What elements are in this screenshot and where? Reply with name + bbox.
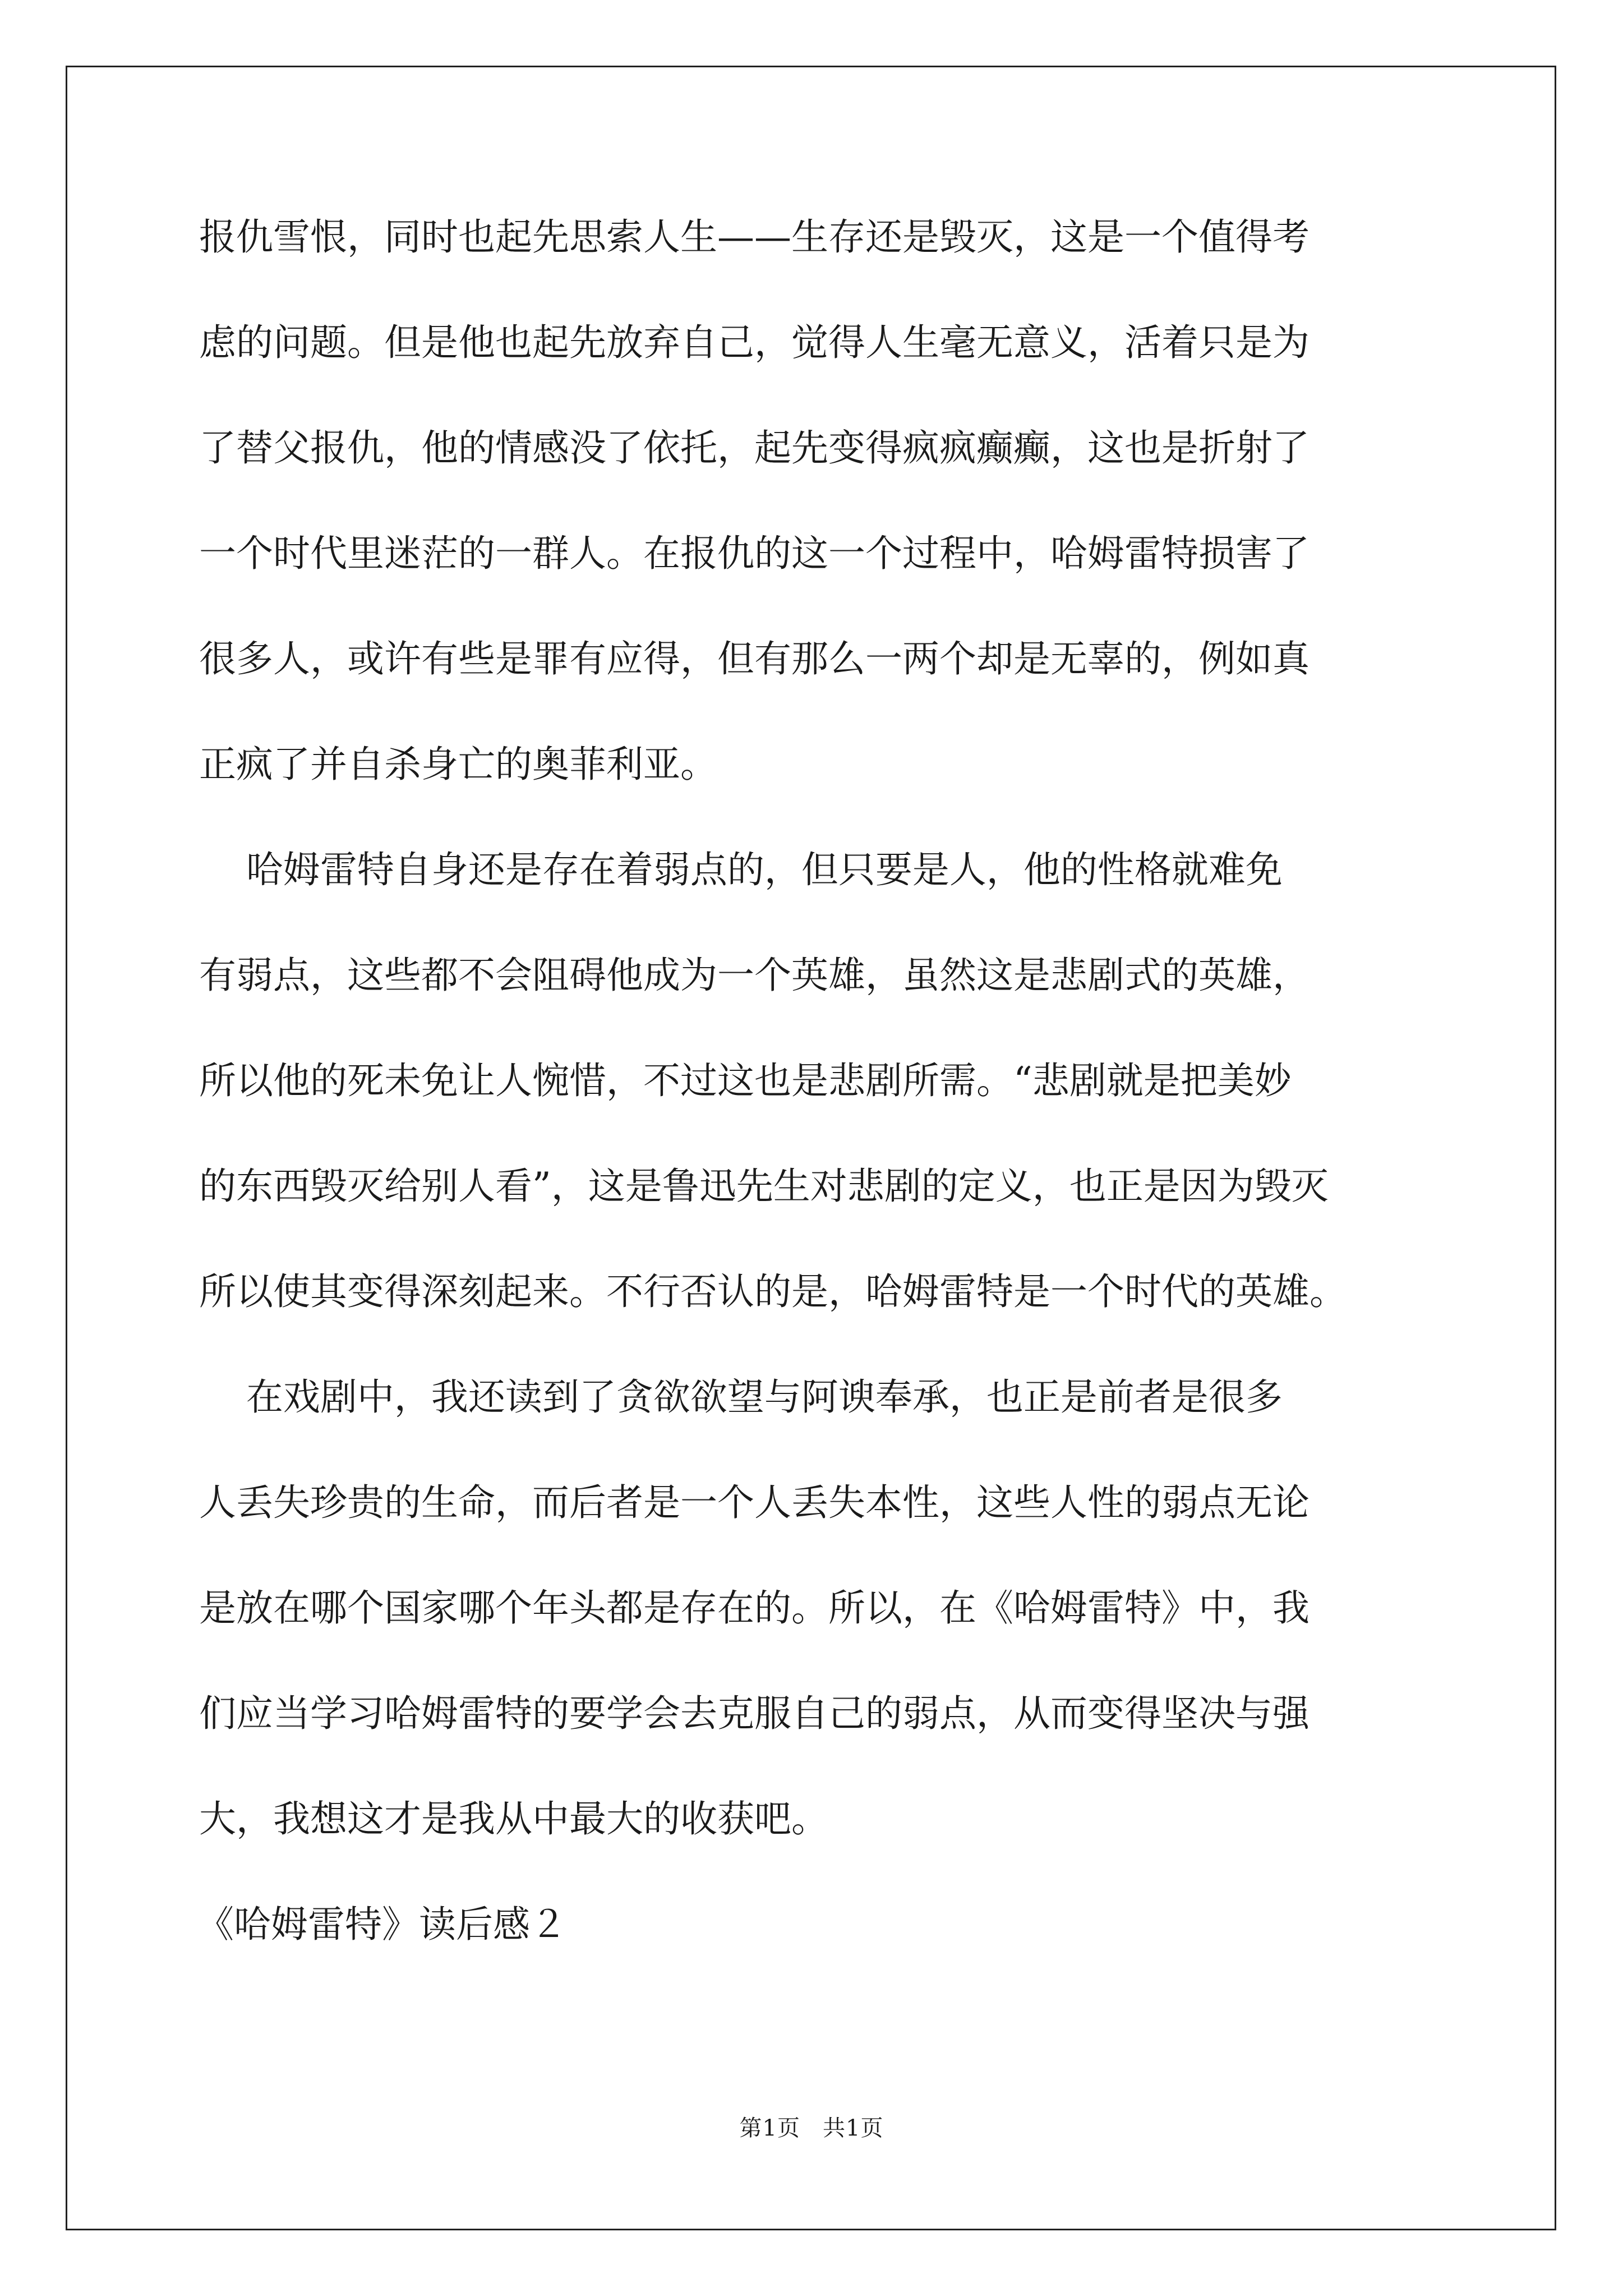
text-line: 人丢失珍贵的生命，而后者是一个人丢失本性，这些人性的弱点无论 [199, 1481, 1310, 1524]
text-line: 很多人，或许有些是罪有应得，但有那么一两个却是无辜的，例如真 [199, 637, 1310, 680]
document-body [199, 216, 1433, 1945]
paragraph-3 [199, 1376, 1433, 1903]
text-line: 虑的问题。但是他也起先放弃自己，觉得人生毫无意义，活着只是为 [199, 321, 1310, 364]
text-line: 在戏剧中，我还读到了贪欲欲望与阿谀奉承，也正是前者是很多 [199, 1375, 1283, 1419]
page-footer [0, 2114, 1623, 2142]
text-line: 的东西毁灭给别人看”，这是鲁迅先生对悲剧的定义，也正是因为毁灭 [199, 1165, 1329, 1208]
text-line: 们应当学习哈姆雷特的要学会去克服自己的弱点，从而变得坚决与强 [199, 1692, 1310, 1735]
text-line: 一个时代里迷茫的一群人。在报仇的这一个过程中，哈姆雷特损害了 [199, 532, 1310, 575]
text-line: 哈姆雷特自身还是存在着弱点的，但只要是人，他的性格就难免 [199, 848, 1283, 891]
text-line: 了替父报仇，他的情感没了依托，起先变得疯疯癫癫，这也是折射了 [199, 426, 1310, 470]
page-number-current: 第1页 [739, 2115, 800, 2141]
paragraph-1 [199, 216, 1433, 849]
paragraph-2 [199, 849, 1433, 1376]
text-line: 有弱点，这些都不会阻碍他成为一个英雄，虽然这是悲剧式的英雄， [199, 954, 1310, 997]
section-heading: 《哈姆雷特》读后感２ [197, 1903, 567, 1946]
text-line: 所以他的死未免让人惋惜，不过这也是悲剧所需。“悲剧就是把美妙 [199, 1059, 1292, 1102]
page-number-total: 共1页 [823, 2115, 884, 2141]
text-line: 报仇雪恨，同时也起先思索人生——生存还是毁灭，这是一个值得考 [199, 215, 1310, 259]
text-line: 所以使其变得深刻起来。不行否认的是，哈姆雷特是一个时代的英雄。 [199, 1270, 1347, 1313]
text-line: 是放在哪个国家哪个年头都是存在的。所以，在《哈姆雷特》中，我 [199, 1586, 1310, 1630]
text-line: 大，我想这才是我从中最大的收获吧。 [199, 1797, 828, 1841]
text-line: 正疯了并自杀身亡的奥菲利亚。 [199, 743, 717, 786]
